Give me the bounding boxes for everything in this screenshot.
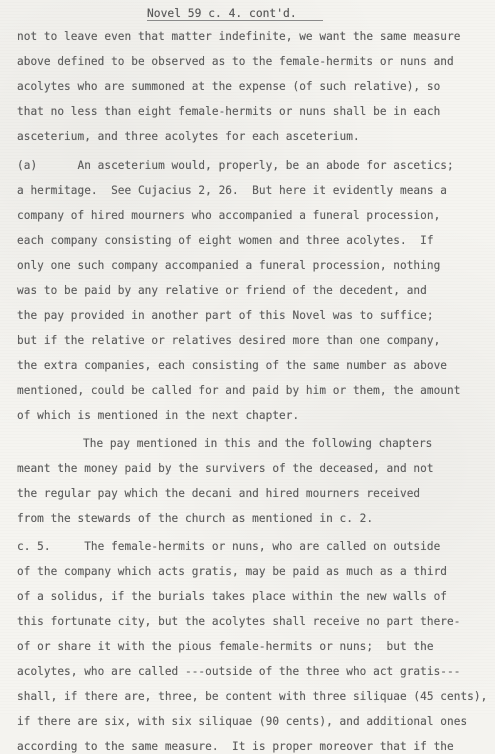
text-line-29: according to the same measure. It is proper moreover that if the [17,740,454,753]
page-title: Novel 59 c. 4. cont'd. [147,7,297,20]
text-line-8: company of hired mourners who accompanied a funeral procession, [17,209,441,222]
text-line-12: the pay provided in another part of this Novel was to suffice; [17,309,434,322]
text-line-24: this fortunate city, but the acolytes shall receive no part there- [17,615,461,628]
text-line-5: asceterium, and three acolytes for each asceterium. [17,130,360,143]
text-line-11: was to be paid by any relative or friend of the decedent, and [17,284,427,297]
text-line-16: of which is mentioned in the next chapter. [17,409,300,422]
text-line-3: acolytes who are summoned at the expense (of such relative), so [17,80,441,93]
text-line-7: a hermitage. See Cujacius 2, 26. But here it evidently means a [17,184,448,197]
text-line-9: each company consisting of eight women and three acolytes. If [17,234,434,247]
text-line-26: acolytes, who are called ---outside of the three who act gratis--- [17,665,461,678]
text-line-6: (a) An asceterium would, properly, be an abode for ascetics; [17,159,454,172]
text-line-15: mentioned, could be called for and paid by him or them, the amount [17,384,461,397]
text-line-13: but if the relative or relatives desired more than one company, [17,334,441,347]
text-line-14: the extra companies, each consisting of the same number as above [17,359,448,372]
text-line-4: that no less than eight female-hermits or nuns shall be in each [17,105,441,118]
text-line-22: of the company which acts gratis, may be paid as much as a third [17,565,448,578]
text-line-18: meant the money paid by the survivers of the deceased, and not [17,462,434,475]
text-line-28: if there are six, with six siliquae (90 cents), and additional ones [17,715,468,728]
text-line-10: only one such company accompanied a funeral procession, nothing [17,259,441,272]
text-line-20: from the stewards of the church as mentioned in c. 2. [17,512,374,525]
text-line-23: of a solidus, if the burials takes place within the new walls of [17,590,448,603]
text-line-25: of or share it with the pious female-hermits or nuns; but the [17,640,434,653]
text-line-2: above defined to be observed as to the female-hermits or nuns and [17,55,454,68]
title-underline [147,20,323,21]
text-line-1: not to leave even that matter indefinite, we want the same measure [17,30,461,43]
text-line-27: shall, if there are, three, be content with three siliquae (45 cents), [17,690,488,703]
text-line-19: the regular pay which the decani and hired mourners received [17,487,421,500]
text-line-21: c. 5. The female-hermits or nuns, who are called on outside [17,540,441,553]
text-line-17: The pay mentioned in this and the following chapters [83,437,433,450]
